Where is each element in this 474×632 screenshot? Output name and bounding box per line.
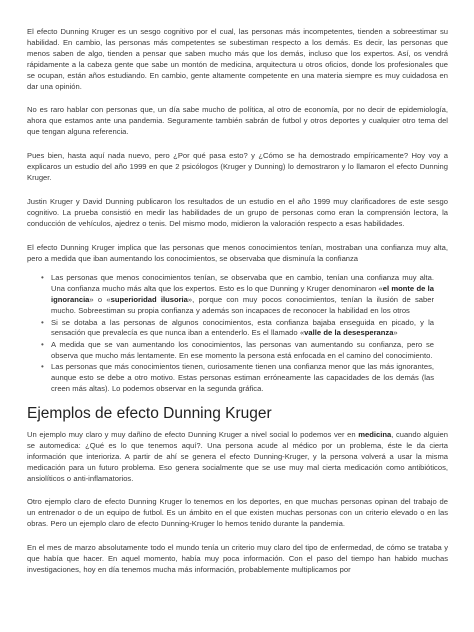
pandemic-paragraph: En el mes de marzo absolutamente todo el mundo tenía un criterio muy claro del tipo de enfermedad, de cómo se trataba y que había que hacer. En aquel momento, había muy poca información. Con el paso del tiempo han habido muchas investigaciones, hoy en día tenemos mucha más información, probablemente multiplicamos por <box>27 543 448 574</box>
bold-term: el monte de la ignorancia <box>51 284 434 305</box>
bold-term: valle de la desesperanza <box>304 328 394 338</box>
sports-paragraph: Otro ejemplo claro de efecto Dunning Kruger lo tenemos en los deportes, en que muchas personas opinan del trabajo de un entrenador o de un equipo de futbol. Es un ámbito en el que existen muchas personas con un criterio elevado o en las obras. Pero un ejemplo claro de efecto Dunning-Kruger lo hemos tenido durante la pandemia. <box>27 497 448 529</box>
paragraph-text: , cuando alguien se automedica: ¿Qué es lo que tenemos aquí?. Una persona acude al médico por un problema, éste le da cierta información que interioriza. A partir de ahí se genera el efecto Dunning-Kruger, y la persona volverá a usar la misma medicación para un futuro problema. Eso genera socialmente que se use muy mal cierta medicación como antibióticos, ansiolíticos o anti-inflamatorios. <box>27 429 448 483</box>
section-heading: Ejemplos de efecto Dunning Kruger <box>27 404 272 422</box>
medicine-paragraph <box>27 430 448 485</box>
effect-summary-paragraph: El efecto Dunning Kruger implica que las personas que menos conocimientos tenían, mostraban una confianza muy alta, pero a medida que iban aumentando los conocimientos, se observaba que disminuía la confianza <box>27 242 448 263</box>
everyone-expert-paragraph: No es raro hablar con personas que, un día sabe mucho de política, al otro de economía, por no decir de epidemiología, ahora que estamos ante una pandemia. Seguramente también sabrán de futbol y otros deportes y cualquier otro tema del que tengan alguna referencia. <box>27 105 448 137</box>
list-item-text: » <box>393 328 398 338</box>
paragraph-text: Un ejemplo muy claro y muy dañino de efecto Dunning Kruger a nivel social lo podemos ver en <box>27 429 359 439</box>
study-paragraph: Justin Kruger y David Dunning publicaron los resultados de un estudio en el año 1999 muy clarificadores de este sesgo cognitivo. La prueba consistió en medir las habilidades de un grupo de personas como eran la comprensión lectora, la conducción de vehículos, ajedrez o tenis. Del mismo modo, midieron la valoración respecto a esas habilidades. <box>27 196 448 228</box>
bold-term: superioridad ilusoria <box>110 295 188 305</box>
list-item: • Las personas que más conocimientos tienen, curiosamente tienen una confianza menor que las más ignorantes, aunque esto se debe a otro motivo. Estas personas estiman erróneamente las capacidades de los demás (las creen más altas). Lo podemos observar en la segunda gráfica. <box>43 362 434 395</box>
list-item-text: », porque con muy pocos conocimientos, tenían la ilusión de saber mucho. Sobreestiman su propia confianza y además son incapaces de reconocer la habilidad en los otros <box>51 295 434 316</box>
list-item-text: Las personas que menos conocimientos tenían, se observaba que en cambio, tenían una confianza muy alta. Una confianza mucho más alta que los expertos. Esto es lo que Dunning y Kruger denominaron « <box>51 273 434 294</box>
bold-term: medicina <box>358 429 392 439</box>
findings-list <box>27 273 448 394</box>
list-item <box>43 273 434 317</box>
list-item <box>43 318 434 340</box>
intro-paragraph: El efecto Dunning Kruger es un sesgo cognitivo por el cual, las personas más incompetentes, tienden a sobreestimar su habilidad. En cambio, las personas más competentes se subestiman respecto a los demás. Es decir, las personas que menos saben de algo, tienden a pensar que saben mucho más que los demás, incluso que los expertos. Así, os vendrá rápidamente a la cabeza gente que sabe un montón de medicina, arquitectura u otros oficios, donde los profesionales que se ocupan, están años estudiando. En cambio, gente altamente competente en una materia siempre es muy cuidadosa en dar una opinión. <box>27 27 448 91</box>
list-item-text: » o « <box>89 295 111 305</box>
list-item: • A medida que se van aumentando los conocimientos, las personas van aumentando su confianza, pero se observa que mucho más lentamente. En ese momento la persona está enfocada en el camino del conocimiento. <box>43 340 434 362</box>
why-paragraph: Pues bien, hasta aquí nada nuevo, pero ¿Por qué pasa esto? y ¿Cómo se ha demostrado empíricamente? Hoy voy a explicaros un estudio del año 1999 en que 2 psicólogos (Kruger y Dunning) lo demostraron y lo llamaron el efecto Dunning Kruger. <box>27 151 448 182</box>
list-item-text: Si se dotaba a las personas de algunos conocimientos, esta confianza bajaba enseguida en picado, y la sensación que prevalecía es que nunca iban a entenderlo. Es el llamado « <box>51 317 434 338</box>
